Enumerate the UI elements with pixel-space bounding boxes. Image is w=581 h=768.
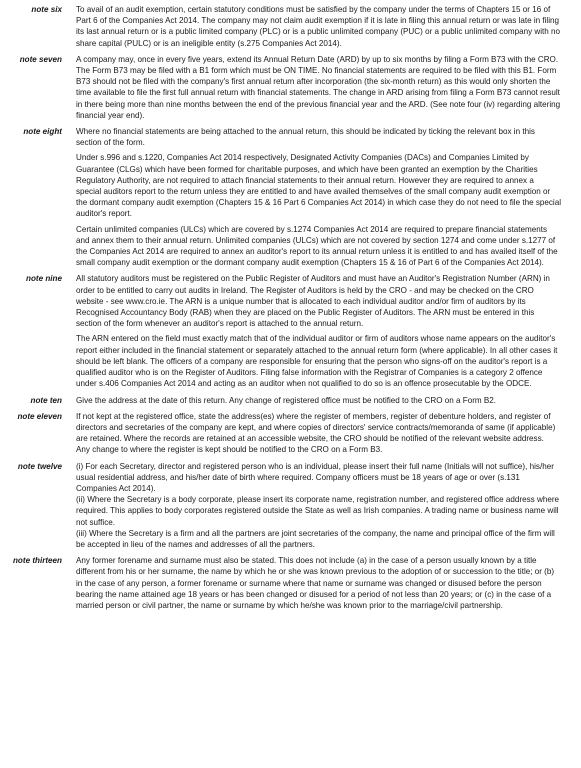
note-section	[0, 411, 581, 456]
note-label: note thirteen	[12, 556, 62, 566]
note-body	[76, 273, 561, 389]
note-paragraph: Any former forename and surname must also be stated. This does not include (a) in the case of a person usually known by a title different from his or her surname, the name by which he or she was known previous to the adoption of or succession to the title; or (b) in the case of any person, a former forename or surname where that name or surname was changed or disused before the person bearing the name attained age 18 years or has been changed or disused for a period of not less than 20 years; or (c) in the case of a married person or civil partner, the name or surname by which he/she was known prior to the marriage/civil partnership.	[76, 556, 555, 610]
note-section	[0, 54, 581, 121]
note-body	[76, 54, 561, 121]
note-paragraph: Where no financial statements are being attached to the annual return, this should be indicated by ticking the relevant box in this section of the form.	[76, 127, 535, 148]
note-body	[76, 411, 561, 456]
note-body	[76, 395, 561, 406]
note-body	[76, 126, 561, 268]
note-paragraph: (i) For each Secretary, director and registered person who is an individual, please insert their full name (Initials will not suffice), his/her usual residential address, and his/her date of birth where required. Company officers must be 18 years of age or over (s.131 Companies Act 2014).	[76, 461, 554, 493]
note-body	[76, 555, 561, 611]
note-paragraph: (iii) Where the Secretary is a firm and all the partners are joint secretaries of the company, the name and principal office of the firm will be accepted in lieu of the names and addresses of all the partners.	[76, 528, 555, 549]
note-paragraph: A company may, once in every five years, extend its Annual Return Date (ARD) by up to six months by filing a Form B73 with the CRO. The Form B73 may be filed with a B1 form which must be ON TIME. No financial statements are required to be filed with this B1. Form B73 should not be filed with the company's first annual return after incorporation (the six-month return) as this would only shorten the time available to file the first full annual return with financial statements. The change in ARD arising from filing a Form B73 cannot result in there being more than nine months between the end of the previous financial year and the ARD. (See note four (iv) regarding altering financial year end).	[76, 54, 561, 120]
note-paragraph: To avail of an audit exemption, certain statutory conditions must be satisfied by the company under the terms of Chapters 15 or 16 of Part 6 of the Companies Act 2014. The company may not claim audit exemption if it is late in filing this annual return or was late in filing its last annual return or is a public limited company (PLC) or is a public unlimited company (PUC) or a public unlimited company with no share capital (PULC) or is an ineligible entity (s.275 Companies Act 2014).	[76, 5, 561, 48]
note-label: note twelve	[17, 461, 62, 471]
note-section	[0, 395, 581, 406]
note-paragraph: Under s.996 and s.1220, Companies Act 2014 respectively, Designated Activity Companies (DACs) and Companies Limited by Guarantee (CLGs) which have been formed for charitable purposes, and which have been granted an exemption by the Charities Regulatory Authority, are not required to attach financial statements to their annual return. However they are required to annex a special auditors report to the return unless they are entitled to and have availed themselves of the small company audit exemption or the dormant company audit exemption (Chapters 15 & 16 Part 6 Companies Act 2014) in which case they do not need to file the special auditor's report.	[76, 153, 562, 219]
note-paragraph: (ii) Where the Secretary is a body corporate, please insert its corporate name, registration number, and registered office address where required. This applies to body corporates registered outside the State as well as Irish companies. A trading name or business name will not suffice.	[76, 495, 560, 527]
note-section	[0, 273, 581, 389]
note-section	[0, 126, 581, 268]
note-body	[76, 461, 561, 551]
note-label: note nine	[26, 274, 62, 284]
note-label: note ten	[30, 395, 62, 405]
note-label: note eight	[23, 127, 62, 137]
note-section	[0, 555, 581, 611]
note-paragraph: The ARN entered on the field must exactly match that of the individual auditor or firm of auditors whose name appears on the auditor's report either included in the financial statement or separately attached to the annual return form (where applicable). In all other cases it should be left blank. The officers of a company are responsible for ensuring that the person who signs-off on the auditor's report is a qualified auditor who is on the Register of Auditors. Filing false information with the Registrar of Companies is a category 2 offence under s.406 Companies Act 2014 and acting as an auditor when not qualified to do so is an offence prosecutable by the ODCE.	[76, 334, 558, 389]
note-section	[0, 4, 581, 49]
note-paragraph: Give the address at the date of this return. Any change of registered office must be notified to the CRO on a Form B2.	[76, 395, 497, 405]
note-label: note six	[31, 5, 62, 14]
note-label: note seven	[19, 54, 62, 64]
note-paragraph: All statutory auditors must be registered on the Public Register of Auditors and must have an Auditor's Registration Number (ARN) in order to be entitled to carry out audits in Ireland. The Register of Auditors is held by the CRO - and may be checked on the CRO website - see www.cro.ie. The ARN is a unique number that is allocated to each individual auditor and/or firm of auditors by its Recognised Accountancy Body (RAB) when they are placed on the Public Register of Auditors. The ARN must be entered in this section of the form whenever an auditor's report is attached to the annual return.	[76, 274, 550, 329]
notes-document	[0, 4, 581, 611]
note-label: note eleven	[17, 411, 62, 421]
note-body	[76, 4, 561, 49]
note-section	[0, 461, 581, 551]
note-paragraph: Any change to where the register is kept should be notified to the CRO on a Form B3.	[76, 445, 383, 455]
note-paragraph: If not kept at the registered office, state the address(es) where the register of members, register of debenture holders, and register of directors and secretaries of the company are kept, and where copies of directors' service contracts/memoranda of same (if applicable) are retained. Where the records are retained at an accessible website, the CRO should be notified of the relevant website address.	[76, 411, 556, 444]
note-paragraph: Certain unlimited companies (ULCs) which are covered by s.1274 Companies Act 2014 are required to prepare financial statements and annex them to their annual return. Unlimited companies (ULCs) which are not covered by section 1274 and come under s.1277 of the Companies Act 2014 are required to annex an auditor's report to its annual return unless it is entitled to and has availed itself of the small company audit exemption or the dormant company audit exemption (Chapters 15 & 16 of Part 6 of the Companies Act 2014).	[76, 224, 558, 268]
